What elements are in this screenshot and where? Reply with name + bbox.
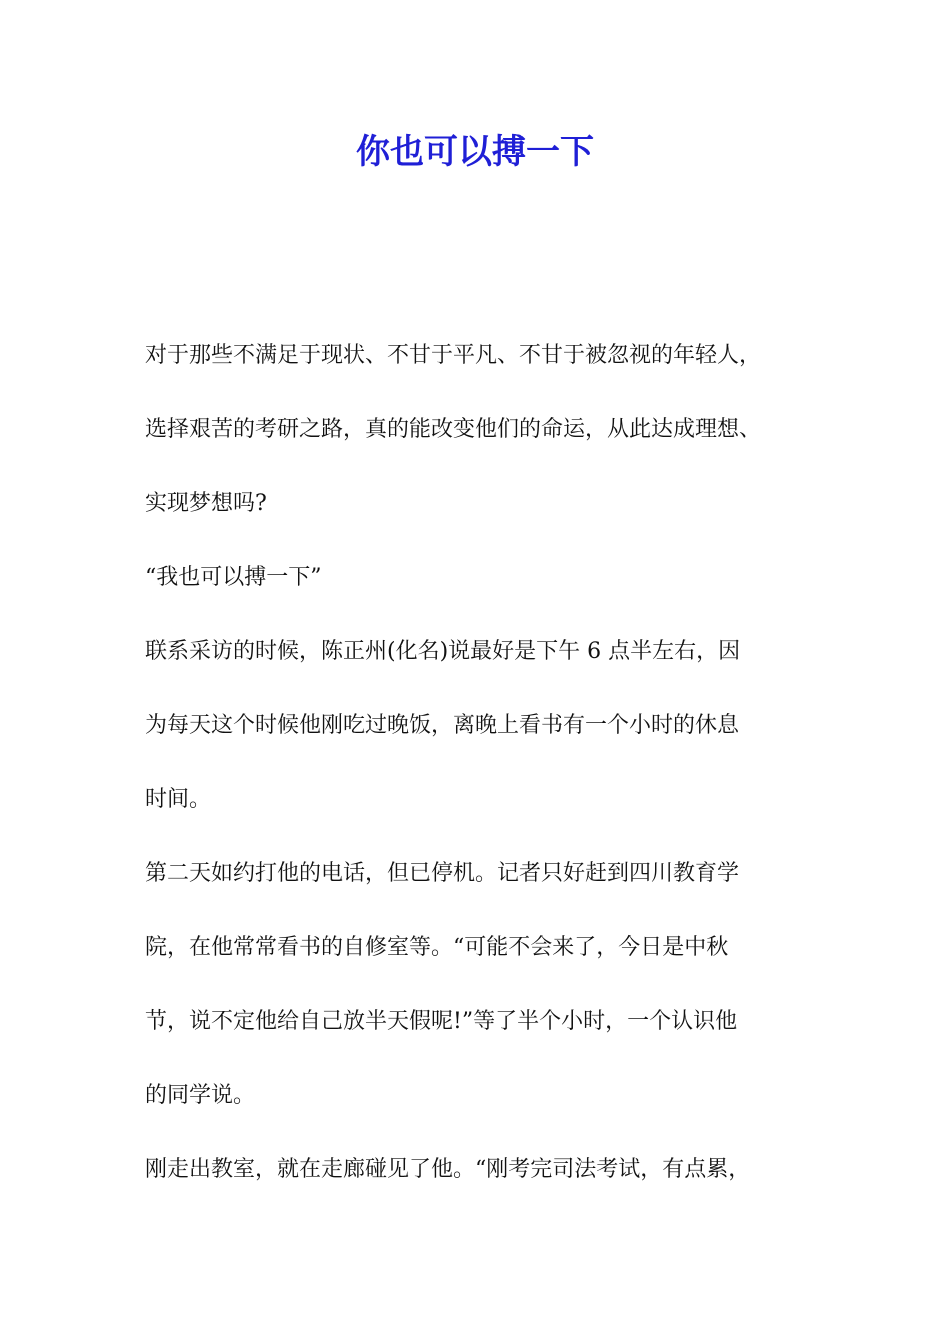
text-line: 节，说不定他给自己放半天假呢!”等了半个小时，一个认识他 <box>145 1009 738 1034</box>
text-line: 对于那些不满足于现状、不甘于平凡、不甘于被忽视的年轻人， <box>145 343 762 368</box>
text-line: 联系采访的时候，陈正州(化名)说最好是下午 6 点半左右，因 <box>145 639 741 664</box>
text-line: 的同学说。 <box>145 1083 256 1108</box>
text-line: “我也可以搏一下” <box>145 565 322 590</box>
text-line: 实现梦想吗? <box>145 491 267 516</box>
text-line: 第二天如约打他的电话，但已停机。记者只好赶到四川教育学 <box>145 861 740 886</box>
text-line: 选择艰苦的考研之路，真的能改变他们的命运，从此达成理想、 <box>145 417 762 442</box>
text-line: 时间。 <box>145 787 212 812</box>
text-line: 院，在他常常看书的自修室等。“可能不会来了，今日是中秋 <box>145 935 729 960</box>
text-line: 刚走出教室，就在走廊碰见了他。“刚考完司法考试，有点累， <box>145 1157 751 1182</box>
text-line: 为每天这个时候他刚吃过晚饭，离晚上看书有一个小时的休息 <box>145 713 740 738</box>
page-title: 你也可以搏一下 <box>356 132 594 172</box>
article-body <box>145 340 835 1228</box>
